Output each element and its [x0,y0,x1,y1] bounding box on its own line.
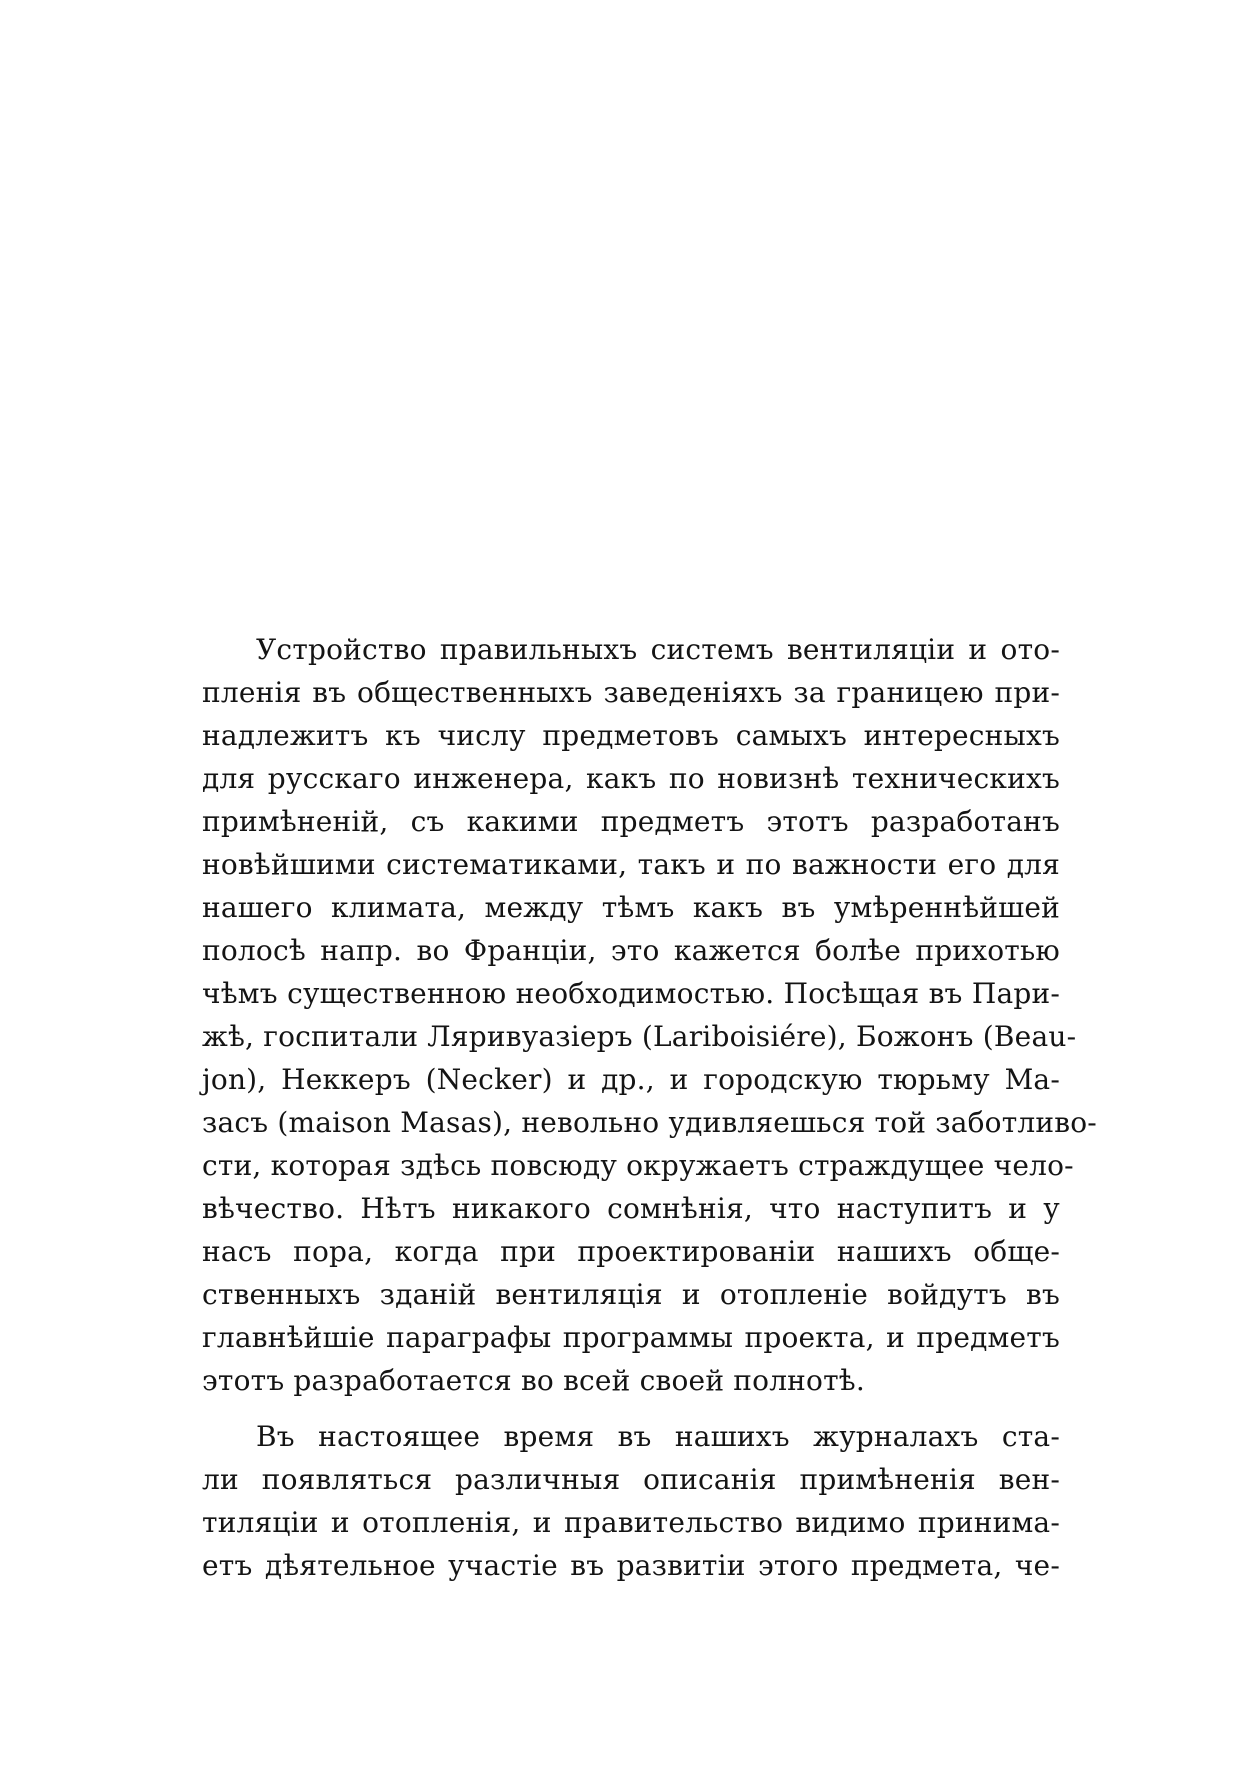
text-line: ли появляться различныя описанія примѣненія вен- [202,1463,1060,1496]
text-line: новѣйшими систематиками, такъ и по важности его для [202,848,1060,881]
text-line: етъ дѣятельное участіе въ развитіи этого предмета, че- [202,1549,1060,1582]
text-line: насъ пора, когда при проектированіи нашихъ обще- [202,1235,1060,1268]
text-line: полосѣ напр. во Франціи, это кажется болѣе прихотью [202,934,1060,967]
text-line: этотъ разработается во всей своей полнотѣ. [202,1364,865,1397]
paragraph-1 [202,628,1097,1402]
text-line: нашего климата, между тѣмъ какъ въ умѣреннѣйшей [202,891,1060,924]
text-line: для русскаго инженера, какъ по новизнѣ техническихъ [202,762,1060,795]
text-line: Въ настоящее время въ нашихъ журналахъ ста- [256,1420,1060,1453]
text-line: чѣмъ существенною необходимостью. Посѣщая въ Пари- [202,977,1060,1010]
paragraph-2 [202,1415,1060,1587]
text-line: сти, которая здѣсь повсюду окружаетъ страждущее чело- [202,1149,1074,1182]
text-line: jon), Неккеръ (Necker) и др., и городскую тюрьму Ма- [202,1063,1060,1096]
text-line: вѣчество. Нѣтъ никакого сомнѣнія, что наступитъ и у [202,1192,1060,1225]
text-line: надлежитъ къ числу предметовъ самыхъ интересныхъ [202,719,1060,752]
text-line: жѣ, госпитали Ляривуазіеръ (Lariboisiére), Божонъ (Beau- [202,1020,1077,1053]
text-line: тиляціи и отопленія, и правительство видимо принима- [202,1506,1060,1539]
text-line: засъ (maison Masas), невольно удивляешься той заботливо- [202,1106,1097,1139]
text-line: примѣненій, съ какими предметъ этотъ разработанъ [202,805,1060,838]
text-line: Устройство правильныхъ системъ вентиляціи и ото- [256,633,1060,666]
text-line: пленія въ общественныхъ заведеніяхъ за границею при- [202,676,1060,709]
text-line: главнѣйшіе параграфы программы проекта, и предметъ [202,1321,1060,1354]
text-line: ственныхъ зданій вентиляція и отопленіе войдутъ въ [202,1278,1060,1311]
